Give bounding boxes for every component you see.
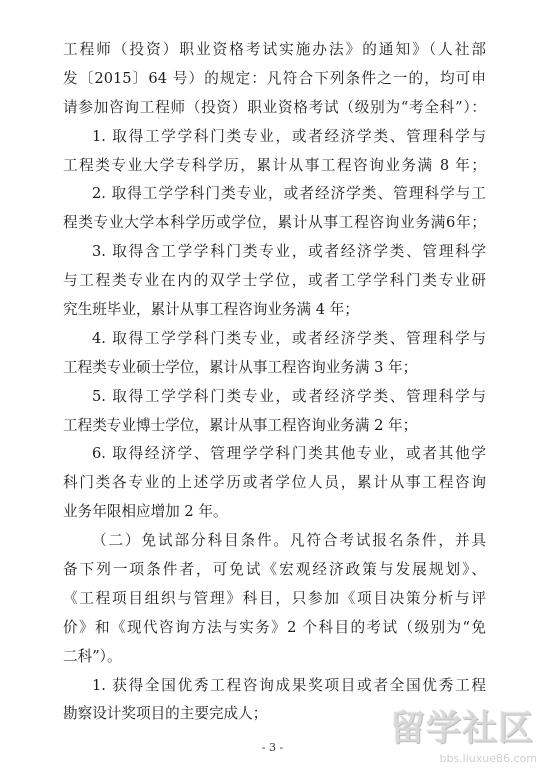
list-item-5-line: 5. 取得工学学科门类专业，或者经济学类、管理科学与 xyxy=(92,387,486,405)
text-line: 工程类专业硕士学位，累计从事工程咨询业务满 3 年； xyxy=(63,358,418,376)
list-item-4-line: 4. 取得工学学科门类专业，或者经济学类、管理科学与 xyxy=(92,329,486,347)
text-line: 工程类专业博士学位，累计从事工程咨询业务满 2 年； xyxy=(63,416,418,434)
watermark-logo: 留学社区 xyxy=(390,709,535,749)
text-line: 发〔2015〕64 号）的规定：凡符合下列条件之一的，均可申 xyxy=(63,69,486,87)
text-line: 勘察设计奖项目的主要完成人； xyxy=(63,705,268,723)
section-heading-line: （二）免试部分科目条件。凡符合考试报名条件，并具 xyxy=(92,532,486,550)
text-line: 业务年限相应增加 2 年。 xyxy=(63,503,228,521)
text-line: 工程类专业大学专科学历，累计从事工程咨询业务满 8 年； xyxy=(63,156,486,174)
text-line: 请参加咨询工程师（投资）职业资格考试（级别为“考全科”）： xyxy=(63,98,486,116)
text-line: 与工程类专业在内的双学士学位，或者工学学科门类专业研 xyxy=(63,272,486,290)
list-item-1-line: 1. 取得工学学科门类专业，或者经济学类、管理科学与 xyxy=(92,127,486,145)
document-body xyxy=(63,36,486,729)
list-item-6-line: 6. 取得经济学、管理学学科门类其他专业，或者其他学 xyxy=(92,445,486,463)
watermark-url: bbs.liuxue86.com xyxy=(439,752,537,765)
text-line: 价》和《现代咨询方法与实务》2 个科目的考试（级别为“免 xyxy=(63,618,486,636)
text-line: 科门类各专业的上述学历或者学位人员，累计从事工程咨询 xyxy=(63,474,486,492)
list-item-2-line: 2. 取得工学学科门类专业，或者经济学类、管理科学与工 xyxy=(92,185,486,203)
list-item-1-line: 1. 获得全国优秀工程咨询成果奖项目或者全国优秀工程 xyxy=(92,676,486,694)
text-line: 《工程项目组织与管理》科目，只参加《项目决策分析与评 xyxy=(63,589,486,607)
page-number: - 3 - xyxy=(261,741,284,754)
watermark xyxy=(390,706,545,776)
list-item-3-line: 3. 取得含工学学科门类专业，或者经济学类、管理科学 xyxy=(92,243,486,261)
text-line: 二科”）。 xyxy=(63,647,122,665)
text-line: 究生班毕业，累计从事工程咨询业务满 4 年； xyxy=(63,301,359,319)
text-line: 工程师（投资）职业资格考试实施办法》的通知》（人社部 xyxy=(63,41,486,58)
text-line: 备下列一项条件者，可免试《宏观经济政策与发展规划》、 xyxy=(63,561,486,579)
text-line: 程类专业大学本科学历或学位，累计从事工程咨询业务满6年； xyxy=(63,214,486,232)
